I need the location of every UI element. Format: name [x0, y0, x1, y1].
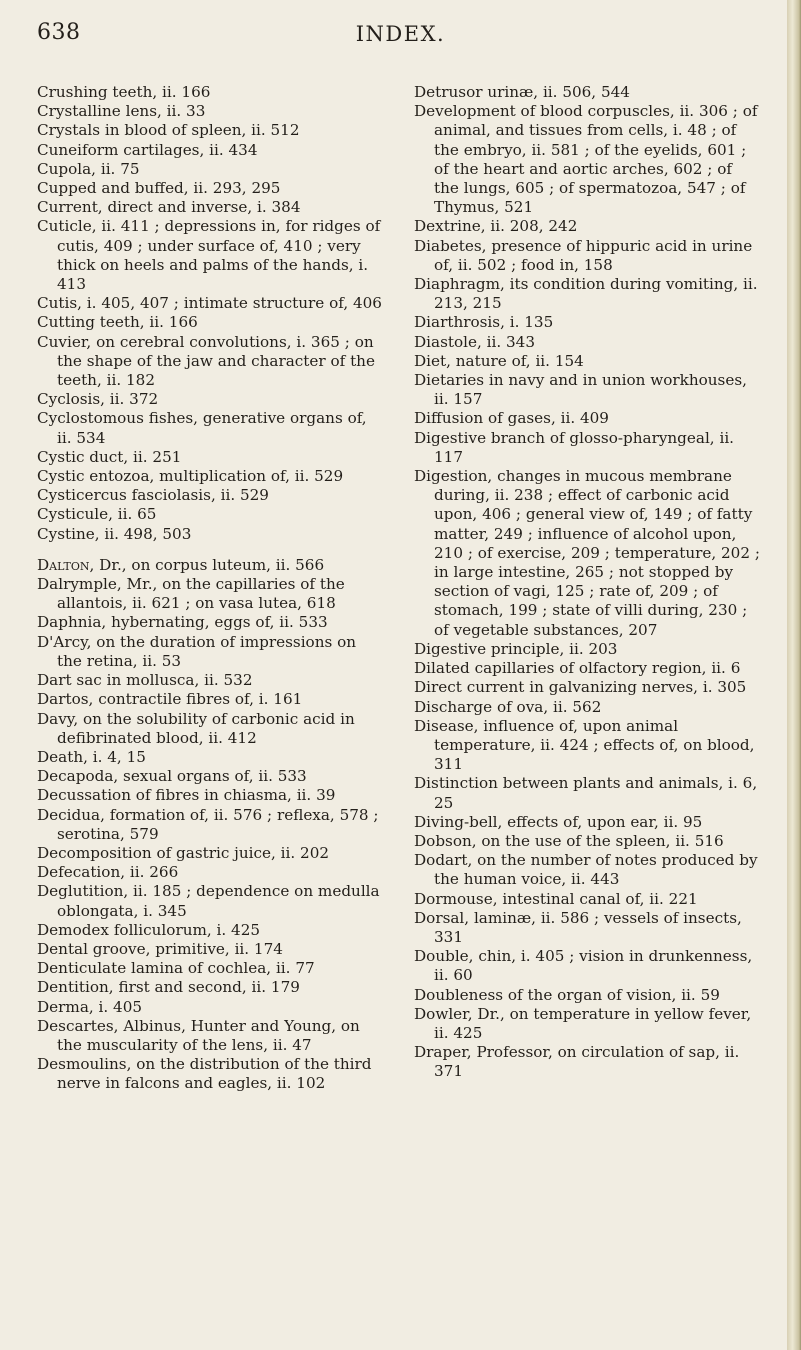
index-entry-text: Draper, Professor, on circulation of sap, ii. 371: [414, 1043, 740, 1081]
index-entry-text: Demodex folliculorum, i. 425: [37, 920, 261, 939]
index-entry-text: Dart sac in mollusca, ii. 532: [37, 671, 253, 690]
index-entry: [37, 882, 383, 920]
index-entry: [414, 1043, 760, 1081]
index-entry-text: Cystic entozoa, multiplication of, ii. 529: [37, 467, 344, 486]
index-entry: [414, 83, 760, 102]
index-entry: [37, 998, 383, 1017]
index-entry-text: Cuvier, on cerebral convolutions, i. 365 ; on the shape of the jaw and character of the teeth, ii. 182: [37, 332, 375, 390]
index-entry-text: Diet, nature of, ii. 154: [414, 351, 584, 370]
index-entry-text: D'Arcy, on the duration of impressions on the retina, ii. 53: [37, 632, 357, 670]
index-entry-text: Descartes, Albinus, Hunter and Young, on the muscularity of the lens, ii. 47: [37, 1016, 360, 1054]
index-entry: [414, 813, 760, 832]
index-entry-text: Cuneiform cartilages, ii. 434: [37, 140, 258, 159]
index-entry: [414, 371, 760, 409]
index-entry: [37, 409, 383, 447]
index-entry-text: Digestive branch of glosso-pharyngeal, ii. 117: [414, 428, 735, 466]
index-entry: [37, 690, 383, 709]
index-entry: [37, 921, 383, 940]
index-entry-text: Doubleness of the organ of vision, ii. 59: [414, 985, 720, 1004]
index-entry: [414, 832, 760, 851]
index-entry: [37, 486, 383, 505]
index-entry-text: Crystals in blood of spleen, ii. 512: [37, 121, 300, 140]
index-entry-text: Cutting teeth, ii. 166: [37, 313, 198, 332]
index-entry: [37, 786, 383, 805]
index-entry-text: Dietaries in navy and in union workhouses, ii. 157: [414, 371, 747, 409]
index-entry: [414, 717, 760, 775]
index-entry: [414, 217, 760, 236]
index-entry-text: Crystalline lens, ii. 33: [37, 102, 206, 121]
index-entry: [414, 986, 760, 1005]
index-entry-lead: Dalton: [37, 555, 90, 574]
index-entry-text: Desmoulins, on the distribution of the third nerve in falcons and eagles, ii. 102: [37, 1055, 372, 1093]
index-entry-text: Digestive principle, ii. 203: [414, 639, 618, 658]
index-entry-text: Decidua, formation of, ii. 576 ; reflexa, 578 ; serotina, 579: [37, 805, 379, 843]
index-entry-text: Decapoda, sexual organs of, ii. 533: [37, 767, 307, 786]
index-entry-text: Denticulate lamina of cochlea, ii. 77: [37, 959, 315, 978]
index-entry-text: Dobson, on the use of the spleen, ii. 516: [414, 831, 724, 850]
index-entry-text: Digestion, changes in mucous membrane during, ii. 238 ; effect of carbonic acid upon, 406 ; general view of, 149 ; of fatty matter, 249 ; influence of alcohol upon, 210 ; of exercise, 209 ; temperature, 202 ; in large intestine, 265 ; not stopped by section of vagi, 125 ; rate of, 209 ; of stomach, 199 ; state of villi during, 230 ; of vegetable substances, 207: [414, 467, 760, 639]
index-entry: [37, 940, 383, 959]
index-entry-text: Dalrymple, Mr., on the capillaries of the allantois, ii. 621 ; on vasa lutea, 618: [37, 575, 345, 613]
index-entry-text: Diving-bell, effects of, upon ear, ii. 95: [414, 812, 703, 831]
index-entry-text: Cutis, i. 405, 407 ; intimate structure of, 406: [37, 294, 382, 313]
index-entry-text: Decomposition of gastric juice, ii. 202: [37, 843, 330, 862]
index-entry: [37, 83, 383, 102]
index-entry: [414, 102, 760, 217]
index-entry: [37, 390, 383, 409]
index-entry: [37, 505, 383, 524]
index-entry: [414, 237, 760, 275]
index-entry: [37, 217, 383, 294]
index-entry-text: Current, direct and inverse, i. 384: [37, 198, 301, 217]
index-entry-text: Dartos, contractile fibres of, i. 161: [37, 690, 303, 709]
index-entry: [37, 333, 383, 391]
index-entry: [37, 575, 383, 613]
index-entry-text: Derma, i. 405: [37, 997, 143, 1016]
index-column-left: [37, 83, 383, 1094]
running-head: INDEX.: [355, 22, 446, 46]
index-entry: [414, 275, 760, 313]
index-entry-text: Crushing teeth, ii. 166: [37, 83, 211, 101]
index-entry-text: Dormouse, intestinal canal of, ii. 221: [414, 889, 698, 908]
page-number: 638: [37, 20, 81, 45]
index-entry-text: Diffusion of gases, ii. 409: [414, 409, 609, 428]
index-entry-text: Discharge of ova, ii. 562: [414, 697, 602, 716]
page-edge: [787, 0, 801, 1350]
index-entry: [37, 767, 383, 786]
index-entry-text: Death, i. 4, 15: [37, 747, 146, 766]
index-entry-text: Dowler, Dr., on temperature in yellow fever, ii. 425: [414, 1004, 752, 1042]
index-entry: [37, 141, 383, 160]
index-entry: [37, 102, 383, 121]
index-entry: [37, 525, 383, 544]
index-entry: [37, 556, 383, 575]
index-entry: [414, 1005, 760, 1043]
index-column-right: [414, 83, 760, 1082]
index-entry-text: Diarthrosis, i. 135: [414, 313, 554, 332]
index-entry: [414, 640, 760, 659]
index-entry-text: Cyclostomous fishes, generative organs of, ii. 534: [37, 409, 367, 447]
index-entry: [37, 806, 383, 844]
index-entry-text: Deglutition, ii. 185 ; dependence on medulla oblongata, i. 345: [37, 882, 380, 920]
index-entry: [37, 844, 383, 863]
index-entry-text: Distinction between plants and animals, i. 6, 25: [414, 774, 758, 812]
index-entry-text: Dental groove, primitive, ii. 174: [37, 939, 283, 958]
index-entry-text: Davy, on the solubility of carbonic acid in defibrinated blood, ii. 412: [37, 709, 355, 747]
index-entry: [37, 748, 383, 767]
index-entry: [37, 294, 383, 313]
index-entry-text: Dextrine, ii. 208, 242: [414, 217, 578, 236]
index-entry: [414, 313, 760, 332]
index-entry-text: Cysticercus fasciolasis, ii. 529: [37, 486, 269, 505]
index-entry-text: Cupola, ii. 75: [37, 159, 140, 178]
index-entry: [37, 198, 383, 217]
index-entry: [414, 947, 760, 985]
index-entry: [37, 613, 383, 632]
index-entry: [414, 659, 760, 678]
index-entry-text: Cupped and buffed, ii. 293, 295: [37, 179, 281, 198]
index-entry: [37, 671, 383, 690]
index-entry-text: Cuticle, ii. 411 ; depressions in, for ridges of cutis, 409 ; under surface of, 410 ; very thick on heels and palms of the hands, i. 413: [37, 217, 381, 294]
index-entry-text: Diaphragm, its condition during vomiting, ii. 213, 215: [414, 275, 758, 313]
index-entry-text: Direct current in galvanizing nerves, i. 305: [414, 678, 747, 697]
index-entry: [37, 978, 383, 997]
index-entry-text: Dorsal, laminæ, ii. 586 ; vessels of insects, 331: [414, 908, 742, 946]
index-entry: [414, 909, 760, 947]
index-entry-text: Disease, influence of, upon animal temperature, ii. 424 ; effects of, on blood, 311: [414, 716, 755, 774]
index-entry: [37, 448, 383, 467]
index-entry-text: Decussation of fibres in chiasma, ii. 39: [37, 786, 336, 805]
index-entry: [414, 429, 760, 467]
index-entry: [414, 333, 760, 352]
index-entry: [414, 774, 760, 812]
index-entry: [414, 851, 760, 889]
index-entry: [37, 313, 383, 332]
index-entry: [37, 1017, 383, 1055]
index-entry: [37, 467, 383, 486]
index-entry: [37, 633, 383, 671]
index-entry-text: Cyclosis, ii. 372: [37, 390, 159, 409]
index-entry: [414, 678, 760, 697]
index-entry: [37, 160, 383, 179]
index-entry: [37, 121, 383, 140]
index-entry-text: Dilated capillaries of olfactory region, ii. 6: [414, 659, 741, 678]
index-entry: [37, 863, 383, 882]
index-entry: [414, 467, 760, 640]
index-entry-text: Daphnia, hybernating, eggs of, ii. 533: [37, 613, 328, 632]
index-entry: [414, 409, 760, 428]
index-entry-text: Diastole, ii. 343: [414, 332, 535, 351]
index-entry-text: Diabetes, presence of hippuric acid in urine of, ii. 502 ; food in, 158: [414, 236, 753, 274]
index-entry: [414, 890, 760, 909]
index-entry-text: Development of blood corpuscles, ii. 306 ; of animal, and tissues from cells, i. 48 ; of the embryo, ii. 581 ; of the eyelids, 601 ; of the heart and aortic arches, 602 ; of the lungs, 605 ; of spermatozoa, 547 ; of Thymus, 521: [414, 102, 758, 217]
index-entry-text: Dentition, first and second, ii. 179: [37, 978, 300, 997]
index-entry: [37, 959, 383, 978]
index-entry: [414, 352, 760, 371]
index-entry-text: Defecation, ii. 266: [37, 863, 179, 882]
index-entry-text: , Dr., on corpus luteum, ii. 566: [89, 555, 325, 574]
index-entry-text: Dodart, on the number of notes produced by the human voice, ii. 443: [414, 851, 758, 889]
index-entry-text: Cystic duct, ii. 251: [37, 447, 182, 466]
index-entry: [37, 1055, 383, 1093]
index-entry-text: Cystine, ii. 498, 503: [37, 524, 192, 543]
index-entry-text: Cysticule, ii. 65: [37, 505, 157, 524]
index-entry: [37, 710, 383, 748]
index-entry-text: Double, chin, i. 405 ; vision in drunkenness, ii. 60: [414, 947, 753, 985]
index-entry: [37, 179, 383, 198]
index-entry-text: Detrusor urinæ, ii. 506, 544: [414, 83, 630, 101]
index-entry: [414, 698, 760, 717]
